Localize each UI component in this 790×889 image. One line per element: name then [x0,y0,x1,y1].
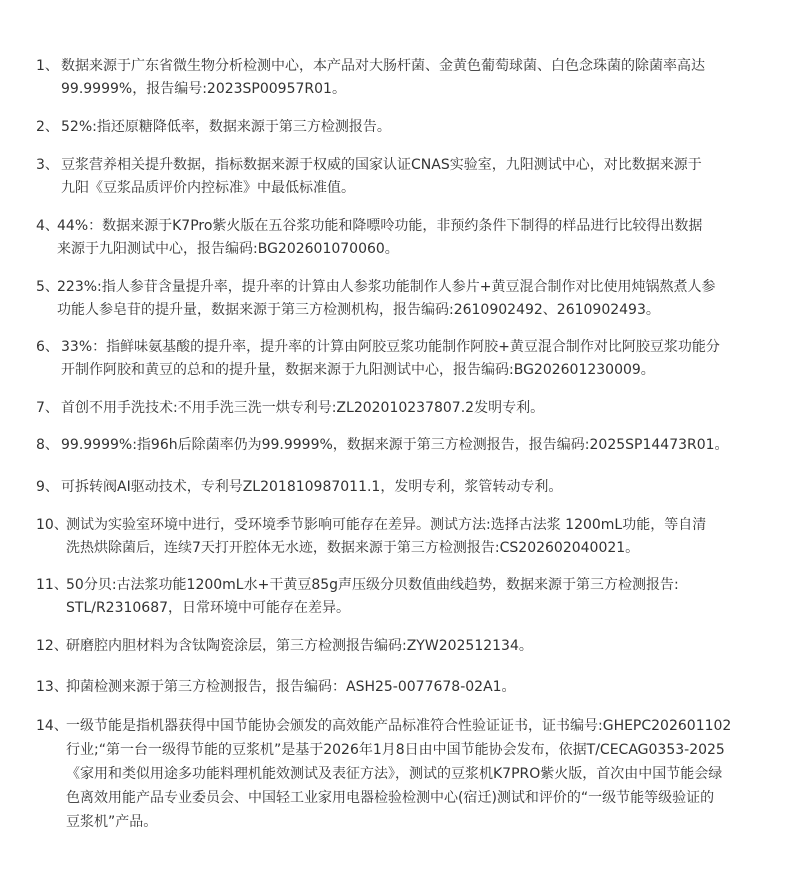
footnote-text: 可拆转阀AI驱动技术，专利号ZL201810987011.1，发明专利，浆管转动专利。 [61,479,563,495]
footnote-6 [0,336,720,382]
footnote-line [0,397,544,420]
footnote-text: 行业;“第一台一级得节能的豆浆机”是基于2026年1月8日由中国节能协会发布，依据T/CECAG0353-2025 [66,742,725,758]
footnote-number: 5、 [36,279,59,295]
footnote-text: 豆浆营养相关提升数据，指标数据来源于权威的国家认证CNAS实验室，九阳测试中心，对比数据来源于 [61,157,702,173]
footnote-13 [0,676,516,699]
footnote-text: 洗热烘除菌后，连续7天打开腔体无水迹，数据来源于第三方检测报告:CS202602040021。 [66,540,640,556]
footnote-text: 豆浆机”产品。 [66,814,158,830]
footnote-text: 研磨腔内胆材料为含钛陶瓷涂层，第三方检测报告编码:ZYW202512134。 [66,638,533,654]
footnote-line [0,597,679,620]
footnote-2 [0,116,391,139]
footnote-line [0,810,731,834]
footnote-number: 7、 [36,400,59,416]
footnote-4 [0,215,702,261]
footnote-14 [0,714,731,834]
footnote-text: 功能人参皂苷的提升量，数据来源于第三方检测机构，报告编码:2610902492、2610902493。 [57,302,660,318]
footnote-line [0,786,731,810]
footnote-line [0,476,562,499]
footnote-number: 4、 [36,218,59,234]
footnote-text: 来源于九阳测试中心，报告编码:BG202601070060。 [57,241,399,257]
footnote-text: 52%:指还原糖降低率，数据来源于第三方检测报告。 [61,119,391,135]
footnote-3 [0,154,702,200]
footnote-5 [0,276,715,322]
footnote-text: 《家用和类似用途多功能料理机能效测试及表征方法》，测试的豆浆机K7PRO紫火版，首次由中国节能会绿 [66,766,723,782]
footnote-text: 九阳《豆浆品质评价内控标准》中最低标准值。 [61,180,355,196]
footnote-7 [0,397,544,420]
footnote-number: 10、 [36,517,68,533]
footnote-line [0,116,391,139]
footnote-line [0,276,715,299]
footnote-line [0,434,729,457]
footnote-number: 11、 [36,577,68,593]
footnote-line [0,537,706,560]
footnote-line [0,762,731,786]
footnote-number: 14、 [36,718,68,734]
footnote-10 [0,514,706,560]
footnote-number: 8、 [36,437,59,453]
footnote-line [0,215,702,238]
footnote-line [0,177,702,200]
footnote-text: 开制作阿胶和黄豆的总和的提升量，数据来源于九阳测试中心，报告编码:BG202601230009。 [61,362,655,378]
footnote-11 [0,574,679,620]
footnote-text: 一级节能是指机器获得中国节能协会颁发的高效能产品标准符合性验证证书，证书编号:GHEPC202601102 [66,718,732,734]
footnote-text: 33%：指鲜味氨基酸的提升率，提升率的计算由阿胶豆浆功能制作阿胶+黄豆混合制作对比阿胶豆浆功能分 [61,339,720,355]
footnote-text: 数据来源于广东省微生物分析检测中心，本产品对大肠杆菌、金黄色葡萄球菌、白色念珠菌的除菌率高达 [61,58,705,74]
footnote-line [0,676,516,699]
footnote-number: 2、 [36,119,59,135]
footnote-text: 99.9999%:指96h后除菌率仍为99.9999%，数据来源于第三方检测报告，报告编码:2025SP14473R01。 [61,437,729,453]
footnote-number: 3、 [36,157,59,173]
footnote-line [0,154,702,177]
footnote-number: 13、 [36,679,68,695]
footnote-text: 首创不用手洗技术:不用手洗三洗一烘专利号:ZL202010237807.2发明专利。 [61,400,545,416]
footnote-line [0,336,720,359]
footnote-number: 12、 [36,638,68,654]
footnote-line [0,514,706,537]
footnote-text: 99.9999%，报告编号:2023SP00957R01。 [61,81,346,97]
footnote-line [0,635,533,658]
footnote-text: 50分贝:古法浆功能1200mL水+干黄豆85g声压级分贝数值曲线趋势，数据来源于第三方检测报告: [66,577,679,593]
footnote-9 [0,476,562,499]
footnote-text: 抑菌检测来源于第三方检测报告，报告编码：ASH25-0077678-02A1。 [66,679,516,695]
footnote-text: 色离效用能产品专业委员会、中国轻工业家用电器检验检测中心(宿迁)测试和评价的“一级节能等级验证的 [66,790,715,806]
footnote-text: 223%:指人参苷含量提升率，提升率的计算由人参浆功能制作人参片+黄豆混合制作对比使用炖锅熬煮人参 [57,279,716,295]
footnote-line [0,78,705,101]
footnote-number: 9、 [36,479,59,495]
footnote-line [0,738,731,762]
footnote-number: 6、 [36,339,59,355]
footnote-text: 测试为实验室环境中进行，受环境季节影响可能存在差异。测试方法:选择古法浆 1200mL功能，等自清 [66,517,707,533]
footnote-number: 1、 [36,58,59,74]
footnote-12 [0,635,533,658]
footnote-text: 44%：数据来源于K7Pro紫火版在五谷浆功能和降嘌呤功能，非预约条件下制得的样品进行比较得出数据 [57,218,703,234]
footnote-line [0,55,705,78]
footnote-8 [0,434,729,457]
footnote-1 [0,55,705,101]
footnote-line [0,714,731,738]
footnote-line [0,574,679,597]
footnote-line [0,299,715,322]
footnote-text: STL/R2310687，日常环境中可能存在差异。 [66,600,351,616]
footnote-line [0,238,702,261]
footnote-line [0,359,720,382]
